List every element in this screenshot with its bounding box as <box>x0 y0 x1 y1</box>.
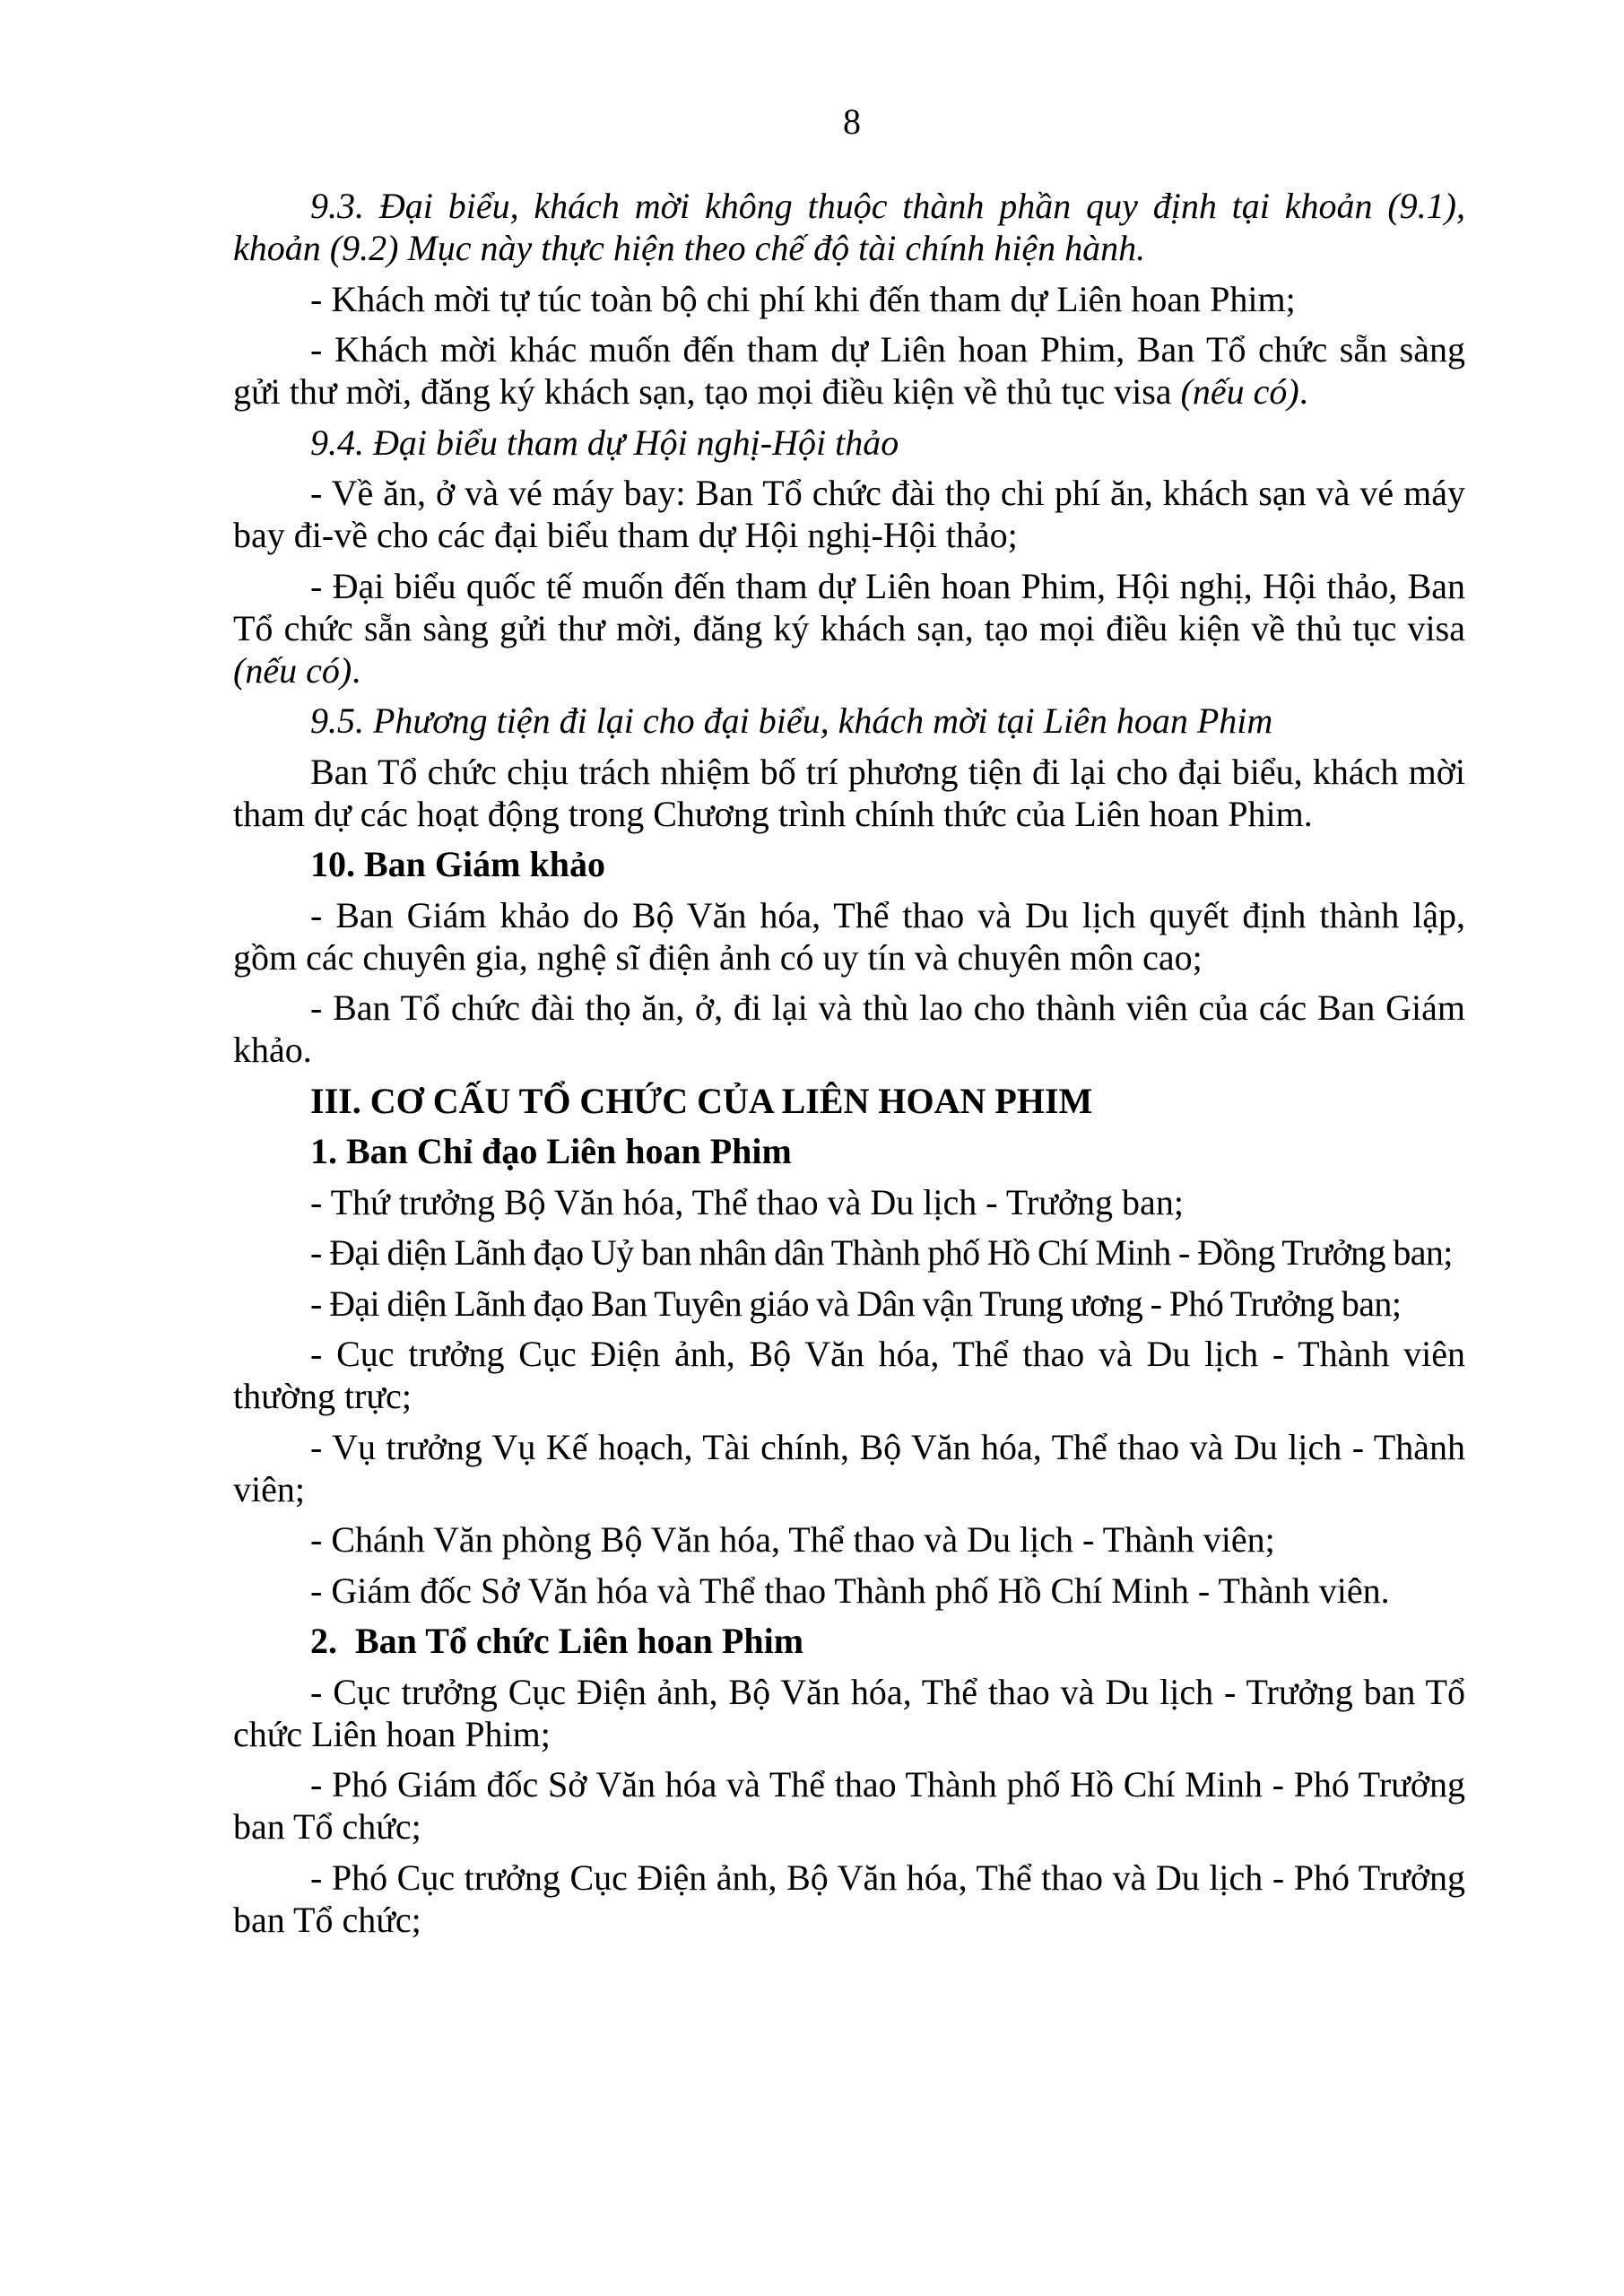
part-3-2-item: - Phó Cục trưởng Cục Điện ảnh, Bộ Văn hóa, Thể thao và Du lịch - Phó Trưởng ban Tổ chức; <box>233 1857 1465 1940</box>
part-3-1-item: - Giám đốc Sở Văn hóa và Thể thao Thành phố Hồ Chí Minh - Thành viên. <box>310 1570 1390 1611</box>
part-3-heading: III. CƠ CẤU TỔ CHỨC CỦA LIÊN HOAN PHIM <box>310 1080 1093 1121</box>
item-text: - Đại biểu quốc tế muốn đến tham dự Liên hoan Phim, Hội nghị, Hội thảo, Ban Tổ chức sẵn sàng gửi thư mời, đăng ký khách sạn, tạo mọi điều kiện về thủ tục visa <box>233 565 1465 648</box>
part-3-1-item: - Vụ trưởng Vụ Kế hoạch, Tài chính, Bộ Văn hóa, Thể thao và Du lịch - Thành viên; <box>233 1426 1465 1509</box>
document-body <box>233 185 1465 1949</box>
item-end: . <box>1298 371 1308 412</box>
section-9-4-item <box>233 565 1465 691</box>
section-10-heading: 10. Ban Giám khảo <box>310 844 605 884</box>
section-9-3-heading: 9.3. Đại biểu, khách mời không thuộc thành phần quy định tại khoản (9.1), khoản (9.2) Mục này thực hiện theo chế độ tài chính hiện hành. <box>233 186 1465 268</box>
part-3-1-item: - Thứ trưởng Bộ Văn hóa, Thể thao và Du lịch - Trưởng ban; <box>310 1181 1184 1222</box>
section-9-3-item <box>233 328 1465 413</box>
page-number: 8 <box>843 101 861 142</box>
part-3-2-item: - Cục trưởng Cục Điện ảnh, Bộ Văn hóa, Thể thao và Du lịch - Trưởng ban Tổ chức Liên hoan Phim; <box>233 1671 1465 1754</box>
part-3-1-heading: 1. Ban Chỉ đạo Liên hoan Phim <box>310 1131 792 1171</box>
item-end: . <box>352 649 361 691</box>
part-3-1-item: - Chánh Văn phòng Bộ Văn hóa, Thể thao và Du lịch - Thành viên; <box>310 1519 1275 1560</box>
section-10-item: - Ban Giám khảo do Bộ Văn hóa, Thể thao và Du lịch quyết định thành lập, gồm các chuyên gia, nghệ sĩ điện ảnh có uy tín và chuyên môn cao; <box>233 894 1465 978</box>
part-3-1-item: - Đại diện Lãnh đạo Uỷ ban nhân dân Thành phố Hồ Chí Minh - Đồng Trưởng ban; <box>310 1232 1453 1273</box>
item-note: (nếu có) <box>1180 371 1299 412</box>
section-9-5-heading: 9.5. Phương tiện đi lại cho đại biểu, khách mời tại Liên hoan Phim <box>310 700 1273 741</box>
section-9-3-item: - Khách mời tự túc toàn bộ chi phí khi đến tham dự Liên hoan Phim; <box>310 278 1296 319</box>
part-3-1-item: - Cục trưởng Cục Điện ảnh, Bộ Văn hóa, Thể thao và Du lịch - Thành viên thường trực; <box>233 1334 1465 1416</box>
part-3-2-item: - Phó Giám đốc Sở Văn hóa và Thể thao Thành phố Hồ Chí Minh - Phó Trưởng ban Tổ chức; <box>233 1764 1465 1847</box>
section-10-item: - Ban Tổ chức đài thọ ăn, ở, đi lại và thù lao cho thành viên của các Ban Giám khảo. <box>233 987 1465 1070</box>
part-3-1-item: - Đại diện Lãnh đạo Ban Tuyên giáo và Dân vận Trung ương - Phó Trưởng ban; <box>310 1283 1402 1324</box>
section-9-4-item: - Về ăn, ở và vé máy bay: Ban Tổ chức đài thọ chi phí ăn, khách sạn và vé máy bay đi-về cho các đại biểu tham dự Hội nghị-Hội thảo; <box>233 473 1465 555</box>
section-9-4-heading: 9.4. Đại biểu tham dự Hội nghị-Hội thảo <box>310 422 899 463</box>
section-9-5-item: Ban Tổ chức chịu trách nhiệm bố trí phương tiện đi lại cho đại biểu, khách mời tham dự các hoạt động trong Chương trình chính thức của Liên hoan Phim. <box>233 751 1465 834</box>
item-text: - Khách mời khác muốn đến tham dự Liên hoan Phim, Ban Tổ chức sẵn sàng gửi thư mời, đăng ký khách sạn, tạo mọi điều kiện về thủ tục visa <box>233 329 1465 412</box>
item-note: (nếu có) <box>233 649 352 691</box>
part-3-2-heading: 2. Ban Tổ chức Liên hoan Phim <box>310 1621 804 1661</box>
